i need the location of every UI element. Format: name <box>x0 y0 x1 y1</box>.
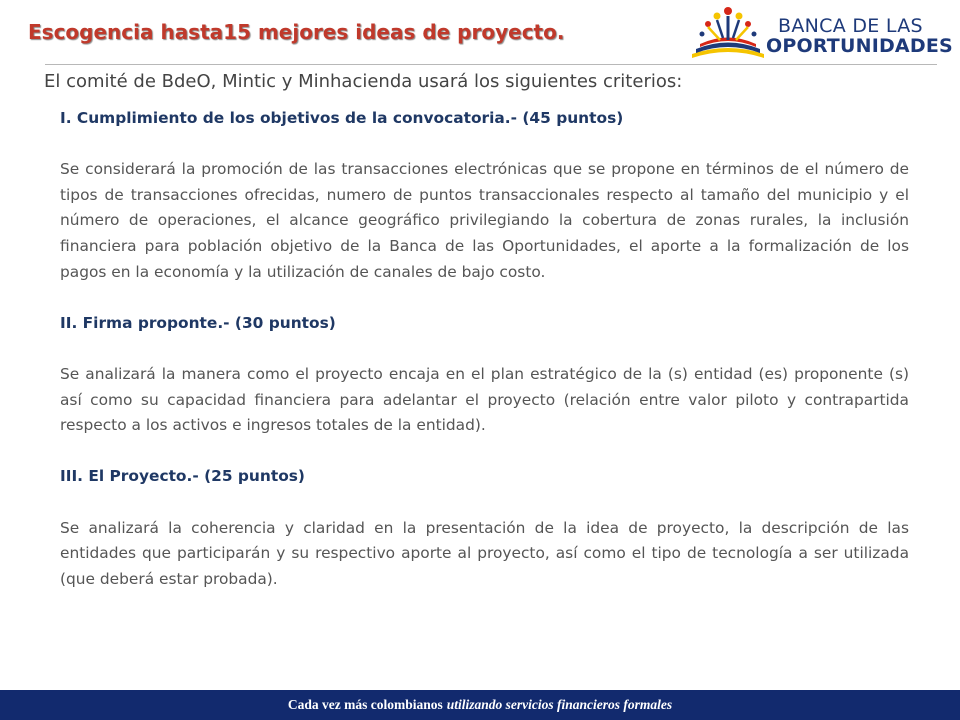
criterion-2-body: Se analizará la manera como el proyecto encaja en el plan estratégico de la (s) entidad (es) proponente (s) así como su capacidad financiera para adelantar el proyecto (relación entre valor piloto y contrapartida respecto a los activos e ingresos totales de la entidad). <box>60 364 909 435</box>
criterion-3-body: Se analizará la coherencia y claridad en la presentación de la idea de proyecto, la descripción de las entidades que participarán y su respectivo aporte al proyecto, así como el tipo de tecnología a ser utilizada (que deberá estar probada). <box>60 518 909 588</box>
footer-slogan-bold: Cada vez más colombianos <box>287 697 443 712</box>
criteria-content <box>60 106 909 592</box>
spacer <box>60 490 909 516</box>
logo-text-line2: OPORTUNIDADES <box>766 35 953 57</box>
spacer <box>60 285 909 311</box>
banca-oportunidades-logo <box>688 2 953 60</box>
criterion-3-heading: III. El Proyecto.- (25 puntos) <box>60 467 305 486</box>
header-divider <box>45 64 937 65</box>
spacer <box>60 336 909 362</box>
logo-emblem-icon <box>688 2 768 60</box>
spacer <box>60 439 909 465</box>
criterion-2-heading: II. Firma proponte.- (30 puntos) <box>60 313 336 332</box>
footer-bar <box>0 690 960 720</box>
criterion-1-heading: I. Cumplimiento de los objetivos de la convocatoria.- (45 puntos) <box>60 109 624 127</box>
criterion-1-body: Se considerará la promoción de las transacciones electrónicas que se propone en términos de el número de tipos de transacciones ofrecidas, numero de puntos transaccionales respecto al tamaño del municipio y el número de operaciones, el alcance geográfico privilegiando la cobertura de zonas rurales, la inclusión financiera para población objetivo de la Banca de las Oportunidades, el aporte a la formalización de los pagos en la economía y la utilización de canales de bajo costo. <box>60 160 909 281</box>
slide-title: Escogencia hasta15 mejores ideas de proyecto. <box>28 20 565 44</box>
spacer <box>60 132 909 158</box>
footer-slogan-italic: utilizando servicios financieros formales <box>446 697 673 712</box>
logo-text-line1: BANCA DE LAS <box>778 15 923 37</box>
footer-slogan <box>0 690 960 720</box>
slide-subtitle: El comité de BdeO, Mintic y Minhacienda usará los siguientes criterios: <box>44 71 683 92</box>
